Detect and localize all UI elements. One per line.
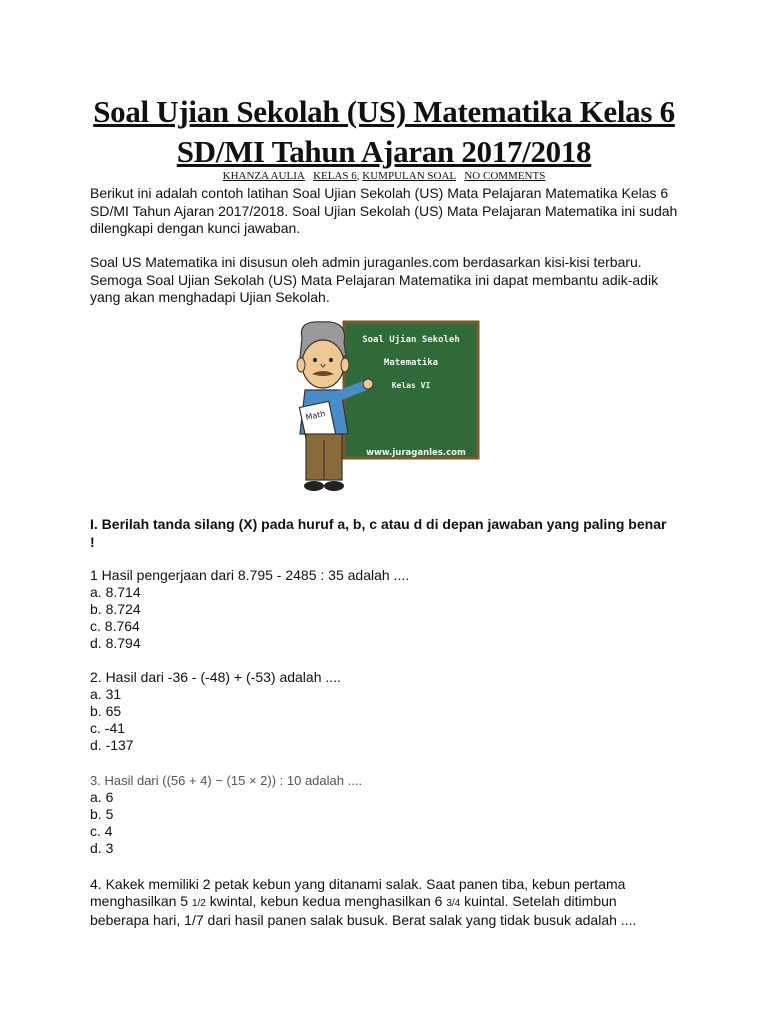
- option-a: a. 8.714: [90, 584, 141, 600]
- fraction-2: 3/4: [446, 898, 461, 909]
- post-meta: KHANZA AULIA KELAS 6, KUMPULAN SOAL NO COMMENTS: [222, 170, 546, 182]
- option-b: b. 5: [90, 806, 114, 822]
- board-line-2: Matematika: [383, 358, 439, 368]
- clipboard-text: Math: [304, 409, 327, 423]
- intro-paragraph-2: Soal US Matematika ini disusun oleh admin juraganles.com berdasarkan kisi-kisi terbaru. Semoga Soal Ujian Sekolah (US) Mata Pelajaran Matematika ini dapat membantu adik-adik yang akan menghadapi Ujian Sekolah.: [90, 254, 659, 305]
- stem-part-3: kuintal. Setelah ditimbun beberapa hari, 1/7 dari hasil panen salak busuk. Berat salak yang tidak busuk adalah ....: [90, 893, 637, 928]
- option-d: d. 3: [90, 840, 114, 856]
- question-stem: 3. Hasil dari ((56 + 4) − (15 × 2)) : 10 adalah ....: [90, 773, 363, 788]
- question-stem: [90, 876, 670, 929]
- question-4: [90, 876, 670, 929]
- board-line-3: Kelas VI: [391, 381, 431, 390]
- option-d: d. 8.794: [90, 635, 141, 651]
- option-d: d. -137: [90, 737, 134, 753]
- option-c: c. 4: [90, 823, 113, 839]
- stem-part-2: kwintal, kebun kedua menghasilkan 6: [205, 893, 447, 909]
- category-link-kelas6[interactable]: KELAS 6: [313, 170, 357, 182]
- option-b: b. 8.724: [90, 601, 141, 617]
- intro-paragraph-1: Berikut ini adalah contoh latihan Soal Ujian Sekolah (US) Mata Pelajaran Matematika Kelas 6 SD/MI Tahun Ajaran 2017/2018. Soal Ujian Sekolah (US) Mata Pelajaran Matematika ini sudah dilengkapi dengan kunci jawaban.: [90, 185, 678, 236]
- author-link[interactable]: KHANZA AULIA: [222, 170, 305, 182]
- question-stem: 2. Hasil dari -36 - (-48) + (-53) adalah ....: [90, 669, 341, 685]
- option-c: c. -41: [90, 720, 126, 736]
- question-stem: 1 Hasil pengerjaan dari 8.795 - 2485 : 35 adalah ....: [90, 567, 410, 583]
- board-line-1: Soal Ujian Sekoleh: [362, 335, 460, 345]
- question-3: [90, 772, 690, 857]
- fraction-1: 1/2: [191, 898, 206, 909]
- question-2: [90, 669, 690, 754]
- option-a: a. 6: [90, 789, 114, 805]
- question-1: [90, 567, 690, 652]
- option-b: b. 65: [90, 703, 122, 719]
- board-url: www.juraganles.com: [366, 448, 466, 458]
- option-c: c. 8.764: [90, 618, 140, 634]
- title-line-1: Soal Ujian Sekolah (US) Matematika Kelas 6: [93, 94, 675, 129]
- teacher-chalkboard-illustration: [288, 316, 488, 502]
- comments-link[interactable]: NO COMMENTS: [464, 170, 546, 182]
- title-line-2: SD/MI Tahun Ajaran 2017/2018: [176, 134, 592, 169]
- stem-part-1: 4. Kakek memiliki 2 petak kebun yang ditanami salak. Saat panen tiba, kebun pertama menghasilkan 5: [90, 876, 626, 909]
- category-link-kumpulan-soal[interactable]: KUMPULAN SOAL: [362, 170, 457, 182]
- page-title: [60, 92, 708, 172]
- option-a: a. 31: [90, 686, 122, 702]
- section-heading: I. Berilah tanda silang (X) pada huruf a, b, c atau d di depan jawaban yang paling benar !: [90, 516, 667, 550]
